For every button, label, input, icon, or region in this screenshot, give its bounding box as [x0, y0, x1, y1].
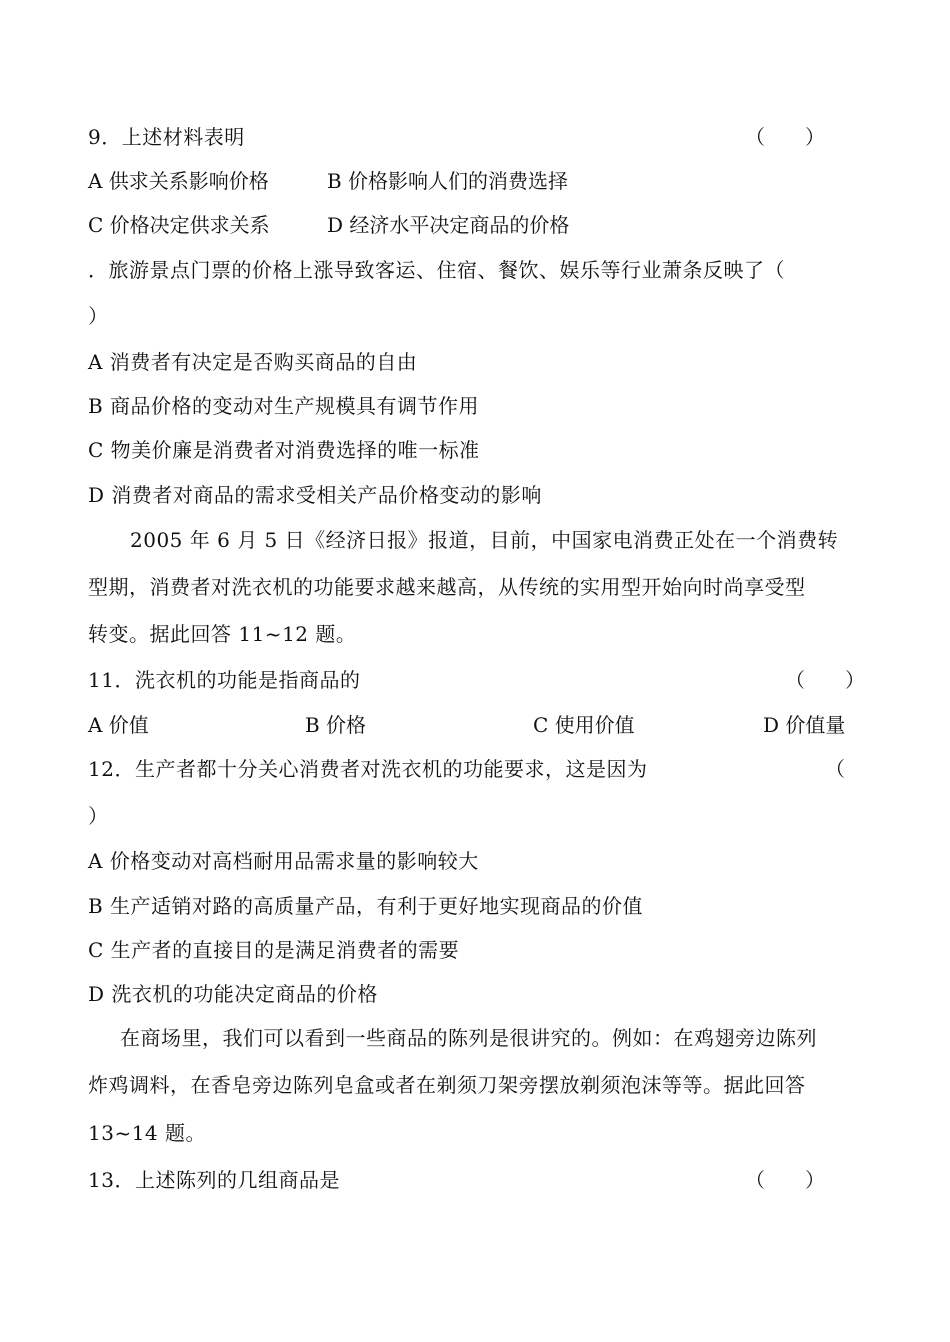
q11-option-b: B 价格: [305, 713, 367, 737]
q11-option-c: C 使用价值: [533, 713, 635, 737]
q9-option-b: B 价格影响人们的消费选择: [327, 169, 569, 193]
q12-option-a: A 价格变动对高档耐用品需求量的影响较大: [88, 849, 479, 873]
q13-stem: 13．上述陈列的几组商品是: [88, 1168, 340, 1192]
passage1-line-3: 转变。据此回答 11~12 题。: [88, 622, 357, 646]
passage1-line-1: 2005 年 6 月 5 日《经济日报》报道，目前，中国家电消费正处在一个消费转: [130, 528, 839, 552]
q10-option-d: D 消费者对商品的需求受相关产品价格变动的影响: [88, 483, 542, 507]
q9-option-a: A 供求关系影响价格: [88, 169, 269, 193]
q10-stem: ．旅游景点门票的价格上涨导致客运、住宿、餐饮、娱乐等行业萧条反映了（: [88, 258, 785, 282]
q12-answer-bracket: （: [825, 757, 845, 781]
q11-answer-bracket: （ ）: [785, 668, 865, 692]
passage1-line-2: 型期，消费者对洗衣机的功能要求越来越高，从传统的实用型开始向时尚享受型: [88, 575, 806, 599]
q12-option-c: C 生产者的直接目的是满足消费者的需要: [88, 938, 460, 962]
q13-answer-bracket: （ ）: [745, 1168, 825, 1192]
q11-option-d: D 价值量: [763, 713, 846, 737]
q10-option-c: C 物美价廉是消费者对消费选择的唯一标准: [88, 438, 480, 462]
q9-option-d: D 经济水平决定商品的价格: [327, 213, 570, 237]
q9-stem: 9．上述材料表明: [88, 125, 245, 149]
q10-stem-continuation: ）: [88, 304, 109, 328]
q10-option-b: B 商品价格的变动对生产规模具有调节作用: [88, 394, 480, 418]
passage2-line-2: 炸鸡调料，在香皂旁边陈列皂盒或者在剃须刀架旁摆放剃须泡沫等等。据此回答: [88, 1073, 806, 1097]
q11-stem: 11．洗衣机的功能是指商品的: [88, 668, 361, 692]
q12-option-d: D 洗衣机的功能决定商品的价格: [88, 982, 378, 1006]
q10-option-a: A 消费者有决定是否购买商品的自由: [88, 350, 418, 374]
q12-stem-continuation: ）: [88, 804, 109, 828]
q12-option-b: B 生产适销对路的高质量产品，有利于更好地实现商品的价值: [88, 894, 644, 918]
q9-option-c: C 价格决定供求关系: [88, 213, 270, 237]
q11-option-a: A 价值: [88, 713, 149, 737]
passage2-line-3: 13~14 题。: [88, 1121, 207, 1145]
q12-stem: 12．生产者都十分关心消费者对洗衣机的功能要求，这是因为: [88, 757, 648, 781]
passage2-line-1: 在商场里，我们可以看到一些商品的陈列是很讲究的。例如：在鸡翅旁边陈列: [120, 1026, 817, 1050]
q9-answer-bracket: （ ）: [745, 125, 825, 149]
